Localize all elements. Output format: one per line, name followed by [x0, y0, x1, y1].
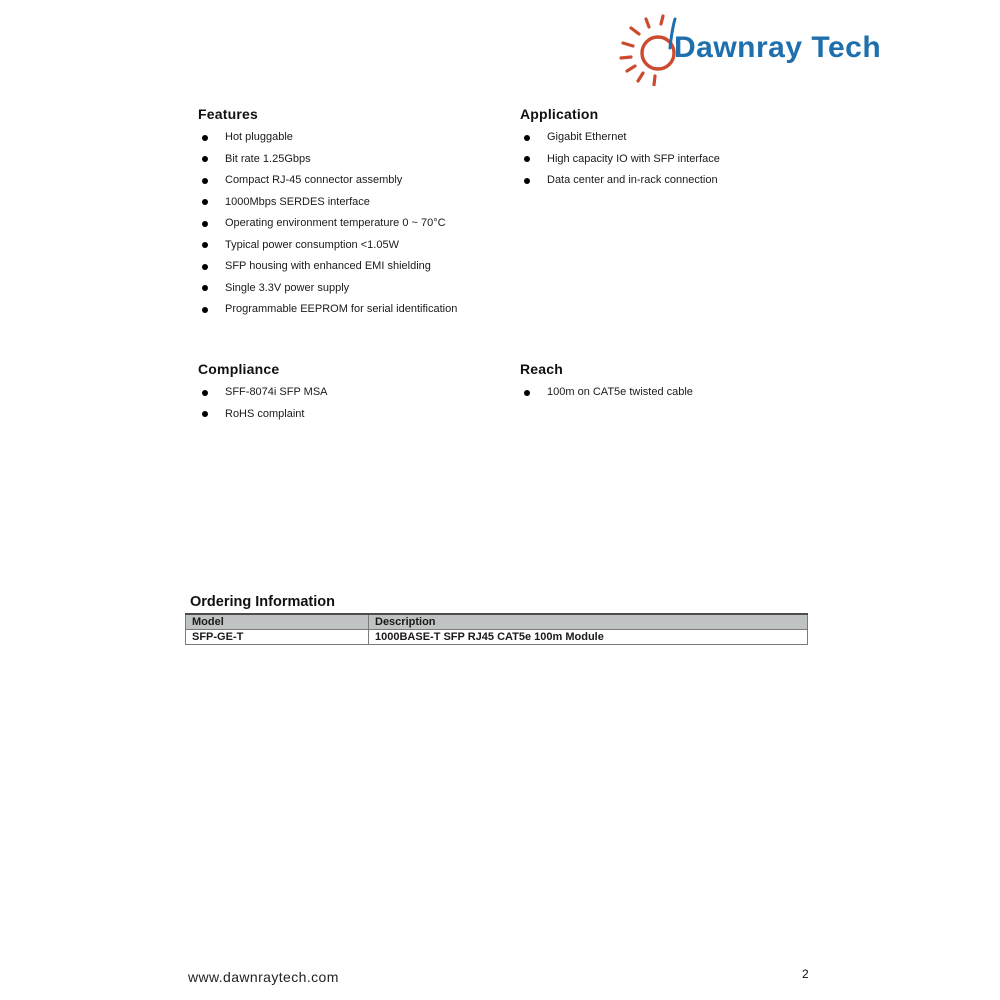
bullet-icon [524, 156, 530, 162]
footer-website: www.dawnraytech.com [188, 969, 339, 985]
bullet-icon [202, 390, 208, 396]
section-reach [520, 361, 840, 409]
list-item [198, 261, 518, 273]
reach-heading: Reach [520, 361, 564, 377]
bullet-icon [202, 411, 208, 417]
column-header-description: Description [369, 614, 808, 630]
company-logo [616, 10, 881, 86]
list-item [198, 197, 518, 209]
list-item-text: High capacity IO with SFP interface [547, 152, 720, 165]
list-item-text: SFP housing with enhanced EMI shielding [225, 260, 431, 272]
list-item-text: Compact RJ-45 connector assembly [225, 174, 403, 186]
list-item-text: 100m on CAT5e twisted cable [547, 386, 693, 398]
bullet-icon [202, 242, 208, 248]
list-item-text: 1000Mbps SERDES interface [225, 195, 370, 208]
section-application [520, 106, 840, 197]
list-item-text: RoHS complaint [225, 407, 305, 420]
bullet-icon [202, 221, 208, 227]
list-item [520, 387, 840, 399]
bullet-icon [202, 178, 208, 184]
list-item-text: Programmable EEPROM for serial identification [225, 303, 458, 315]
bullet-icon [202, 199, 208, 205]
list-item [198, 218, 518, 230]
list-item [520, 132, 840, 144]
column-header-model: Model [186, 614, 369, 630]
list-item [198, 154, 518, 166]
list-item [198, 175, 518, 187]
section-compliance [198, 361, 518, 430]
bullet-icon [202, 264, 208, 270]
brand-name: Dawnray Tech [674, 31, 882, 64]
bullet-icon [202, 307, 208, 313]
list-item [520, 154, 840, 166]
bullet-icon [202, 285, 208, 291]
list-item [198, 409, 518, 421]
list-item [198, 387, 518, 399]
list-item [198, 283, 518, 295]
list-item-text: Single 3.3V power supply [225, 281, 350, 294]
list-item-text: Hot pluggable [225, 131, 293, 143]
list-item-text: Typical power consumption <1.05W [225, 238, 399, 251]
bullet-icon [524, 135, 530, 141]
page-number: 2 [802, 967, 809, 981]
cell-description: 1000BASE-T SFP RJ45 CAT5e 100m Module [369, 630, 808, 645]
features-heading: Features [198, 106, 258, 122]
list-item [198, 240, 518, 252]
list-item-text: Bit rate 1.25Gbps [225, 152, 311, 165]
bullet-icon [202, 156, 208, 162]
bullet-icon [524, 390, 530, 396]
bullet-icon [202, 135, 208, 141]
table-header-row [186, 614, 808, 630]
ordering-information-heading: Ordering Information [190, 594, 335, 610]
ordering-table [185, 613, 808, 645]
cell-model: SFP-GE-T [186, 630, 369, 645]
bullet-icon [524, 178, 530, 184]
application-heading: Application [520, 106, 599, 122]
list-item-text: Gigabit Ethernet [547, 131, 627, 143]
compliance-heading: Compliance [198, 361, 280, 377]
table-row [186, 630, 808, 645]
section-features [198, 106, 518, 326]
list-item [198, 132, 518, 144]
list-item [198, 304, 518, 316]
list-item-text: SFF-8074i SFP MSA [225, 386, 328, 398]
list-item-text: Operating environment temperature 0 ~ 70°C [225, 217, 446, 229]
list-item-text: Data center and in-rack connection [547, 174, 718, 186]
list-item [520, 175, 840, 187]
